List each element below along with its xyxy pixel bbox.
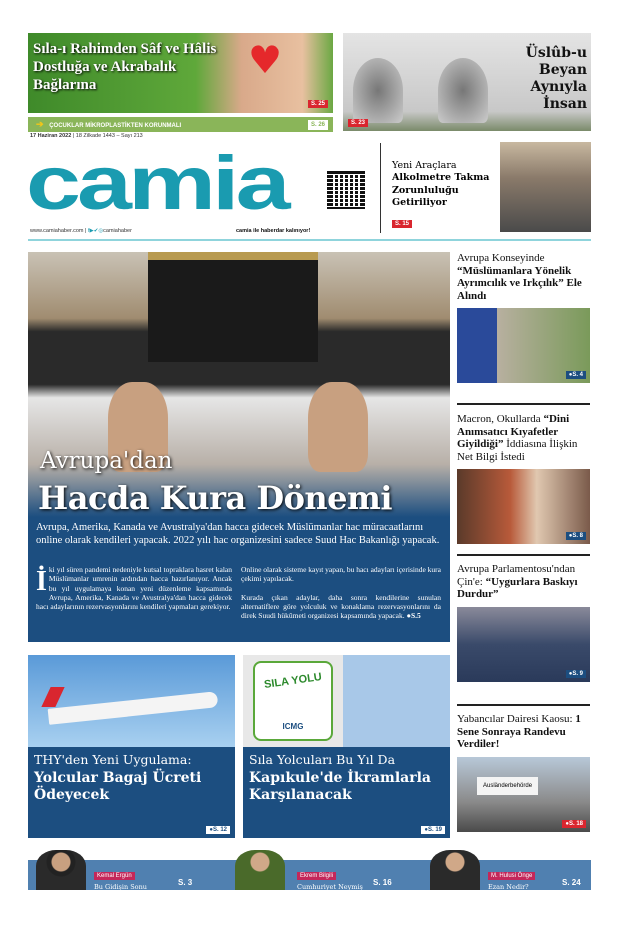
- lead: Avrupa Parlamentosu'ndan Çin'e:: [457, 563, 576, 588]
- promo-title: Üslûb-u Beyan Aynıyla İnsan: [525, 45, 587, 112]
- bold: “Uygurlara Baskıyı Durdur”: [457, 575, 578, 600]
- hero-col-2: [241, 565, 441, 620]
- hero-story[interactable]: [28, 252, 450, 642]
- page-number: S. 16: [373, 878, 392, 887]
- columnist-info: [94, 862, 154, 899]
- strip-text: ÇOCUKLAR MİKROPLASTİKTEN KORUNMALI: [49, 123, 182, 129]
- sidebar-headline: [457, 713, 590, 751]
- hijri-date: 18 Zilkade 1443 – Sayı 213: [75, 133, 143, 139]
- story-title: Yolcular Bagaj Ücreti Ödeyecek: [34, 770, 202, 803]
- sidebar-story[interactable]: [457, 563, 590, 682]
- airplane-shape: [48, 691, 219, 725]
- avatar: [430, 850, 480, 890]
- avatar: [36, 850, 86, 890]
- date: 17 Haziran 2022: [30, 133, 72, 139]
- sila-yolu-logo: [253, 661, 333, 741]
- divider: [457, 704, 590, 706]
- bold: 1 Sene Sonraya Randevu Verdiler!: [457, 713, 581, 750]
- page-number: S. 24: [562, 878, 581, 887]
- promo-left[interactable]: [28, 33, 333, 113]
- sidebar-story[interactable]: [457, 413, 590, 544]
- divider: [457, 554, 590, 556]
- sidebar-headline: [457, 413, 590, 463]
- logo-text: SILA YOLU: [263, 671, 323, 691]
- columnist[interactable]: [28, 860, 215, 899]
- page-badge: ●S. 18: [562, 820, 586, 828]
- avatar: [235, 850, 285, 890]
- hero-kicker: Avrupa'dan: [40, 448, 173, 474]
- tail: Ele Alındı: [457, 277, 582, 302]
- page-number: S. 12: [212, 827, 227, 833]
- divider: [380, 143, 381, 233]
- dropcap: İ: [36, 566, 47, 597]
- tree-head-image: [353, 58, 403, 123]
- bold: “Dini Anımsatıcı Kıyafetler Giyildiği”: [457, 413, 570, 450]
- page-badge: S. 25: [308, 100, 328, 108]
- website[interactable]: www.camiahaber.com | f▶✔◎camiahaber: [30, 228, 132, 234]
- column-title: Bu Gidişin Sonu Neresi?: [94, 883, 147, 899]
- masthead-rule: [28, 239, 591, 241]
- promo-strip[interactable]: [28, 117, 333, 132]
- sidebar-story[interactable]: [457, 713, 590, 832]
- page-badge: ●S. 12: [206, 826, 230, 834]
- arrow-right-icon: ➔: [36, 119, 44, 129]
- border-gate-image: [243, 655, 450, 747]
- story-title: Kapıkule'de İkramlarla Karşılanacak: [249, 770, 431, 803]
- columnist-info: [297, 862, 367, 899]
- page-badge: ●S. 8: [566, 532, 586, 540]
- hero-col-2-para: Online olarak sisteme kayıt yapan, bu hacı adayları içerisinde kura çekimi yapılacak.: [241, 565, 441, 584]
- social-handle[interactable]: camiahaber: [103, 228, 132, 234]
- lead: Avrupa Konseyinde: [457, 252, 545, 264]
- promo-right[interactable]: [343, 33, 591, 131]
- divider: [457, 403, 590, 405]
- page-number: S. 3: [178, 878, 193, 887]
- traffic-image: [500, 142, 591, 232]
- social-icons: f▶✔◎: [88, 228, 104, 234]
- students-image: [457, 469, 590, 544]
- lead: Yabancılar Dairesi Kaosu:: [457, 713, 573, 725]
- columnist-name: Kemal Ergün: [94, 872, 135, 880]
- page-badge: S. 15: [392, 220, 412, 228]
- story-sila[interactable]: [243, 655, 450, 838]
- heart-icon: ♥: [248, 38, 283, 82]
- logo-text: ICMG: [282, 722, 304, 731]
- page-badge: ●S. 4: [566, 371, 586, 379]
- page-badge: ●S. 9: [566, 670, 586, 678]
- lead: Macron, Okullarda: [457, 413, 541, 425]
- hero-col-1-text: ki yıl süren pandemi nedeniyle kutsal topraklara hasret kalan Müslümanlar umrenin ardından hacca hazırlanıyor. Ancak bu yıl uygulamaya konan yeni düzenleme kapsamında Avrupa, Amerika, Kanada ve Avustralya'dan hacca gidecek hacı adaylarının rezervasyonlarını kendileri yapmaları gerekiyor.: [36, 565, 232, 612]
- columnist-name: Ekrem Bilgili: [297, 872, 336, 880]
- columnist-info: [488, 862, 556, 899]
- page-badge: ●S. 19: [421, 826, 445, 834]
- columnist[interactable]: [215, 860, 402, 899]
- praying-hands-image: [308, 382, 368, 472]
- hero-image: [28, 252, 450, 517]
- page-number: S. 8: [572, 533, 583, 539]
- qr-code[interactable]: [327, 171, 365, 209]
- building-image: [457, 757, 590, 832]
- sidebar-headline: [457, 563, 590, 601]
- hero-title: Hacda Kura Dönemi: [38, 479, 393, 517]
- story-lead: Sıla Yolcuları Bu Yıl Da: [249, 752, 396, 767]
- tail: İddiasına İlişkin Net Bilgi İstedi: [457, 438, 578, 463]
- kaaba-image: [148, 252, 318, 362]
- page-number: S. 18: [568, 820, 583, 827]
- council-image: [457, 308, 590, 383]
- website-link[interactable]: www.camiahaber.com: [30, 228, 84, 234]
- promo-title: Sıla-ı Rahimden Sâf ve Hâlis Dostluğa ve Akrabalık Bağlarına: [33, 41, 217, 93]
- page-ref: ●S.5: [406, 611, 421, 621]
- columnist-name: M. Hulusi Önge: [488, 872, 535, 880]
- page-number: S. 9: [572, 670, 583, 677]
- sidebar-headline: [457, 252, 590, 302]
- hero-summary: Avrupa, Amerika, Kanada ve Avustralya'dan hacca gidecek Müslümanlar hac müracaatlarını online olarak kendileri yapacak. 2022 yılı hac organizesini sadece Suud Hac Bakanlığı yapacak.: [36, 522, 440, 546]
- building-sign: Ausländerbehörde: [477, 777, 538, 795]
- issue-date: 17 Haziran 2022 | 18 Zilkade 1443 – Sayı 213: [30, 133, 143, 139]
- columnist[interactable]: [402, 860, 591, 899]
- side-story-title: Alkolmetre Takma Zorunluluğu Getiriliyor: [392, 172, 490, 208]
- sidebar-story[interactable]: [457, 252, 590, 383]
- airplane-image: [28, 655, 235, 747]
- column-title: Cumhuriyet Neymiş Ne Alır?: [297, 883, 363, 899]
- page-number: S.5: [410, 611, 421, 621]
- parliament-image: [457, 607, 590, 682]
- side-story[interactable]: [392, 160, 497, 229]
- hero-col-1: [36, 565, 232, 611]
- slogan: camia ile haberdar kalınıyor!: [236, 228, 311, 234]
- story-thy[interactable]: [28, 655, 235, 838]
- story-lead: THY'den Yeni Uygulama:: [34, 752, 192, 767]
- side-story-lead: Yeni Araçlara: [392, 160, 457, 171]
- page-number: S. 19: [427, 827, 442, 833]
- hero-col-2-para: Kurada çıkan adaylar, daha sonra kendilerine sunulan alternatiflere göre yolculuk ve konaklama rezervasyonlarını da direk Suudi hükûmeti organizesi kapsamında yapacak.: [241, 592, 441, 621]
- page-number: S. 4: [572, 372, 583, 378]
- page-badge: S. 26: [308, 120, 328, 130]
- column-title: Ezan Nedir? İslamda Yeri Nedir?: [488, 883, 554, 899]
- bold: “Müslümanlara Yönelik Ayrımcılık ve Irkçılık”: [457, 264, 572, 289]
- page-badge: S. 23: [348, 119, 368, 127]
- tree-head-image: [438, 58, 488, 123]
- logo[interactable]: camia: [26, 141, 287, 226]
- airplane-tail: [41, 687, 64, 707]
